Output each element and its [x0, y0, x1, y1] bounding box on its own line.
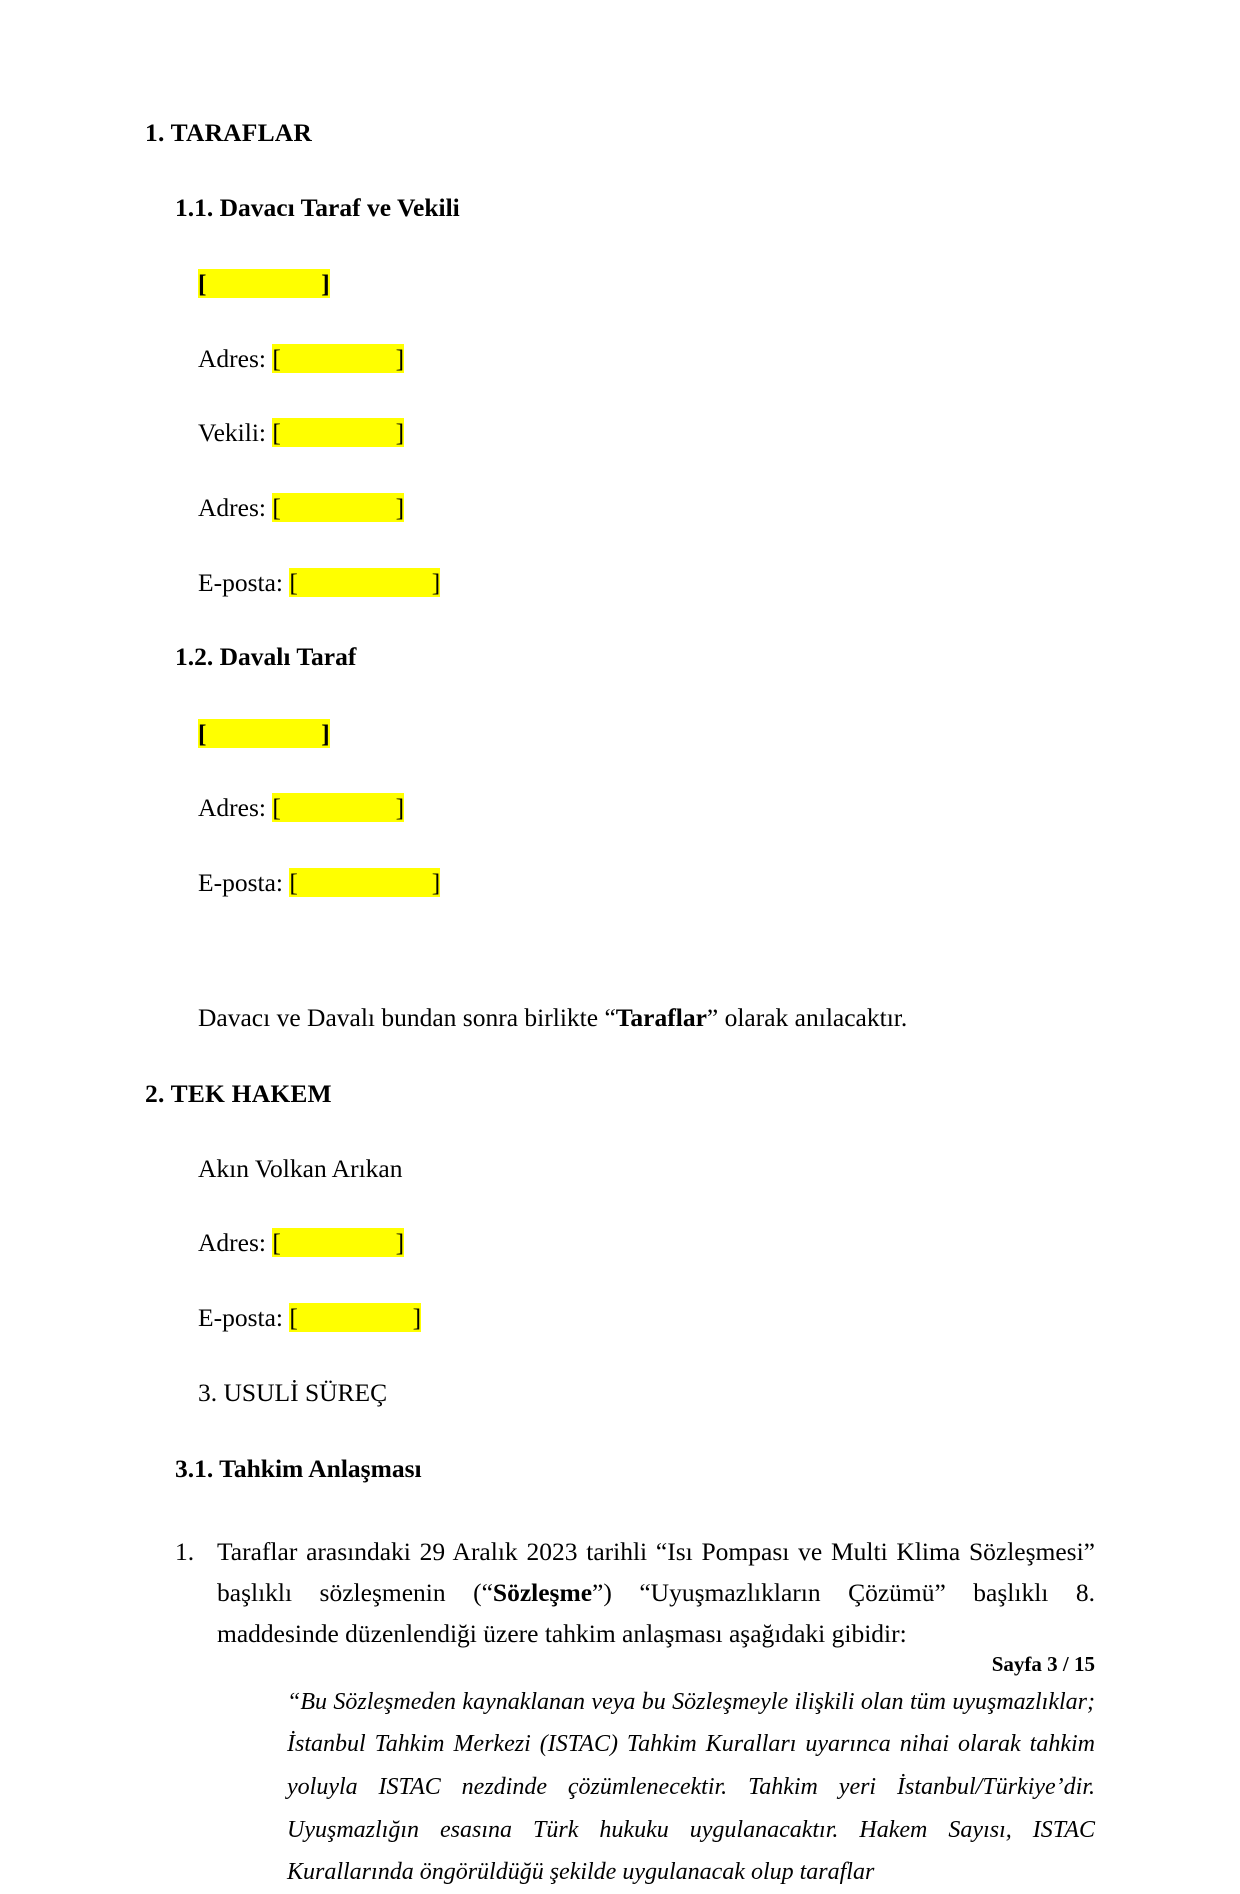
arbitrator-name: Akın Volkan Arıkan — [198, 1153, 403, 1183]
parties-note-before: Davacı ve Davalı bundan sonra birlikte “ — [198, 1002, 616, 1032]
respondent-name-blank[interactable]: [ ] — [198, 718, 330, 748]
claimant-counsel-blank[interactable]: [ ] — [272, 418, 405, 448]
arbitrator-address-row — [145, 1228, 1095, 1259]
label-eposta: E-posta: — [198, 867, 283, 897]
arbitrator-address-blank[interactable]: [ ] — [272, 1228, 405, 1258]
claimant-name-row — [145, 269, 1095, 300]
list-item-number: 1. — [175, 1536, 195, 1566]
section-spacer — [145, 943, 1095, 1003]
list-item — [145, 1531, 1095, 1655]
parties-definition-paragraph — [145, 1003, 1095, 1034]
clause-text-part2: ”) “Uyuşmazlıkların Çözümü” başlıklı 8. maddesinde düzenlendiği üzere tahkim anlaşması aşağıdaki gibidir: — [217, 1577, 1095, 1649]
heading-davali-taraf: 1.2. Davalı Taraf — [175, 642, 357, 672]
claimant-address-row — [145, 344, 1095, 375]
arbitrator-email-blank[interactable]: [ ] — [289, 1302, 422, 1332]
page-content — [145, 118, 1095, 1894]
parties-note-defined-term: Taraflar — [615, 1002, 707, 1032]
label-adres: Adres: — [198, 793, 266, 823]
label-adres: Adres: — [198, 492, 266, 522]
label-eposta: E-posta: — [198, 1302, 283, 1332]
claimant-address-blank[interactable]: [ ] — [272, 343, 405, 373]
claimant-counsel-address-blank[interactable]: [ ] — [272, 492, 405, 522]
heading-taraflar: 1. TARAFLAR — [145, 118, 313, 147]
claimant-counsel-row — [145, 418, 1095, 449]
respondent-email-row — [145, 868, 1095, 899]
claimant-name-blank[interactable]: [ ] — [198, 269, 330, 299]
claimant-counsel-address-row — [145, 493, 1095, 524]
label-adres: Adres: — [198, 1228, 266, 1258]
arbitrator-email-row — [145, 1303, 1095, 1334]
parties-note-after: ” olarak anılacaktır. — [706, 1002, 908, 1032]
clause-defined-term: Sözleşme — [492, 1577, 593, 1607]
respondent-address-blank[interactable]: [ ] — [272, 793, 405, 823]
heading-davaci-taraf-ve-vekili: 1.1. Davacı Taraf ve Vekili — [175, 192, 460, 222]
heading-tek-hakem: 2. TEK HAKEM — [145, 1079, 332, 1109]
label-adres: Adres: — [198, 343, 266, 373]
clause-text-part1: Taraflar arasındaki 29 Aralık 2023 tarihli “Isı Pompası ve Multi Klima Sözleşmesi” başlıklı sözleşmenin (“ — [217, 1536, 1095, 1607]
claimant-email-blank[interactable]: [ ] — [289, 567, 441, 597]
label-vekili: Vekili: — [198, 418, 266, 448]
page-number-label: Sayfa 3 / 15 — [991, 1651, 1095, 1676]
respondent-name-row — [145, 719, 1095, 750]
arbitrator-name-row — [145, 1154, 1095, 1185]
respondent-email-blank[interactable]: [ ] — [289, 867, 441, 897]
heading-usuli-surec: 3. USULİ SÜREÇ — [198, 1377, 388, 1407]
arbitration-clause-quote: “Bu Sözleşmeden kaynaklanan veya bu Sözleşmeyle ilişkili olan tüm uyuşmazlıklar; İstanbul Tahkim Merkezi (ISTAC) Tahkim Kuralları uyarınca nihai olarak tahkim yoluyla ISTAC nezdinde çözümlenecektir. Tahkim yeri İstanbul/Türkiye’dir. Uyuşmazlığın esasına Türk hukuku uygulanacaktır. Hakem Sayısı, ISTAC Kurallarında öngörüldüğü şekilde uygulanacak olup taraflar — [287, 1688, 1095, 1886]
respondent-address-row — [145, 793, 1095, 824]
list-item-text — [217, 1531, 1095, 1655]
claimant-email-row — [145, 568, 1095, 599]
page-footer — [145, 1652, 1095, 1677]
heading-tahkim-anlasmasi: 3.1. Tahkim Anlaşması — [175, 1454, 422, 1484]
label-eposta: E-posta: — [198, 567, 283, 597]
